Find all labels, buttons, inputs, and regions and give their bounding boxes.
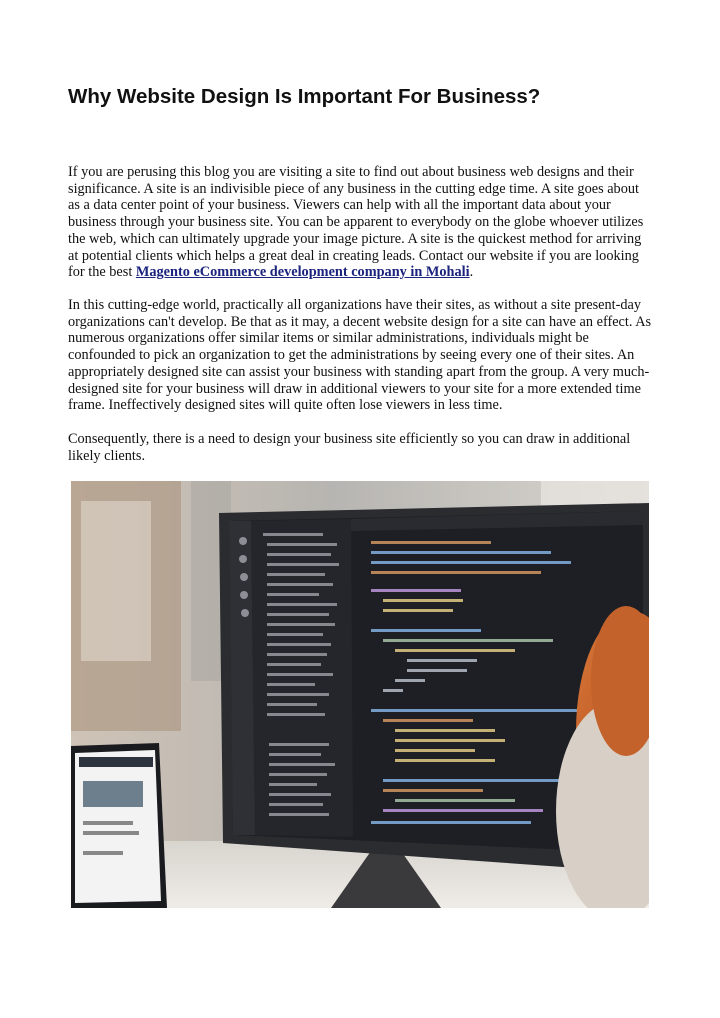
page-title: Why Website Design Is Important For Business? [68,85,541,108]
paragraph-organizations: In this cutting-edge world, practically all organizations have their sites, as without a site present-day organizations can't develop. Be that as it may, a decent website design for a site can have an effect. As numerous organizations offer similar items or similar administrations, individuals might be confounded to pick an organization to get the administrations by seeing every one of their sites. An appropriately designed site can assist your business with standing apart from the group. A very much-designed site for your business will draw in additional viewers to your site for a more extended time frame. Ineffectively designed sites will quite often lose viewers in less time. [68,297,652,414]
paragraph-conclusion: Consequently, there is a need to design your business site efficiently so you can draw in additional likely clients. [68,431,631,464]
article-photo [71,481,649,908]
photo-monitor-code-editor-icon [71,481,649,908]
magento-link[interactable]: Magento eCommerce development company in Mohali [135,264,470,281]
paragraph-intro-end: . [469,264,474,281]
paragraph-intro [68,164,652,281]
paragraph-intro-text: If you are perusing this blog you are visiting a site to find out about business web designs and their significance. A site is an indivisible piece of any business in the cutting edge time. A site goes about as a data center point of your business. Viewers can help with all the important data about your business through your business site. You can be apparent to everybody on the globe whoever utilizes the web, which can ultimately upgrade your image picture. A site is the quickest method for arriving at potential clients which helps a great deal in creating leads. Contact our website if you are looking for the best [68,164,644,281]
